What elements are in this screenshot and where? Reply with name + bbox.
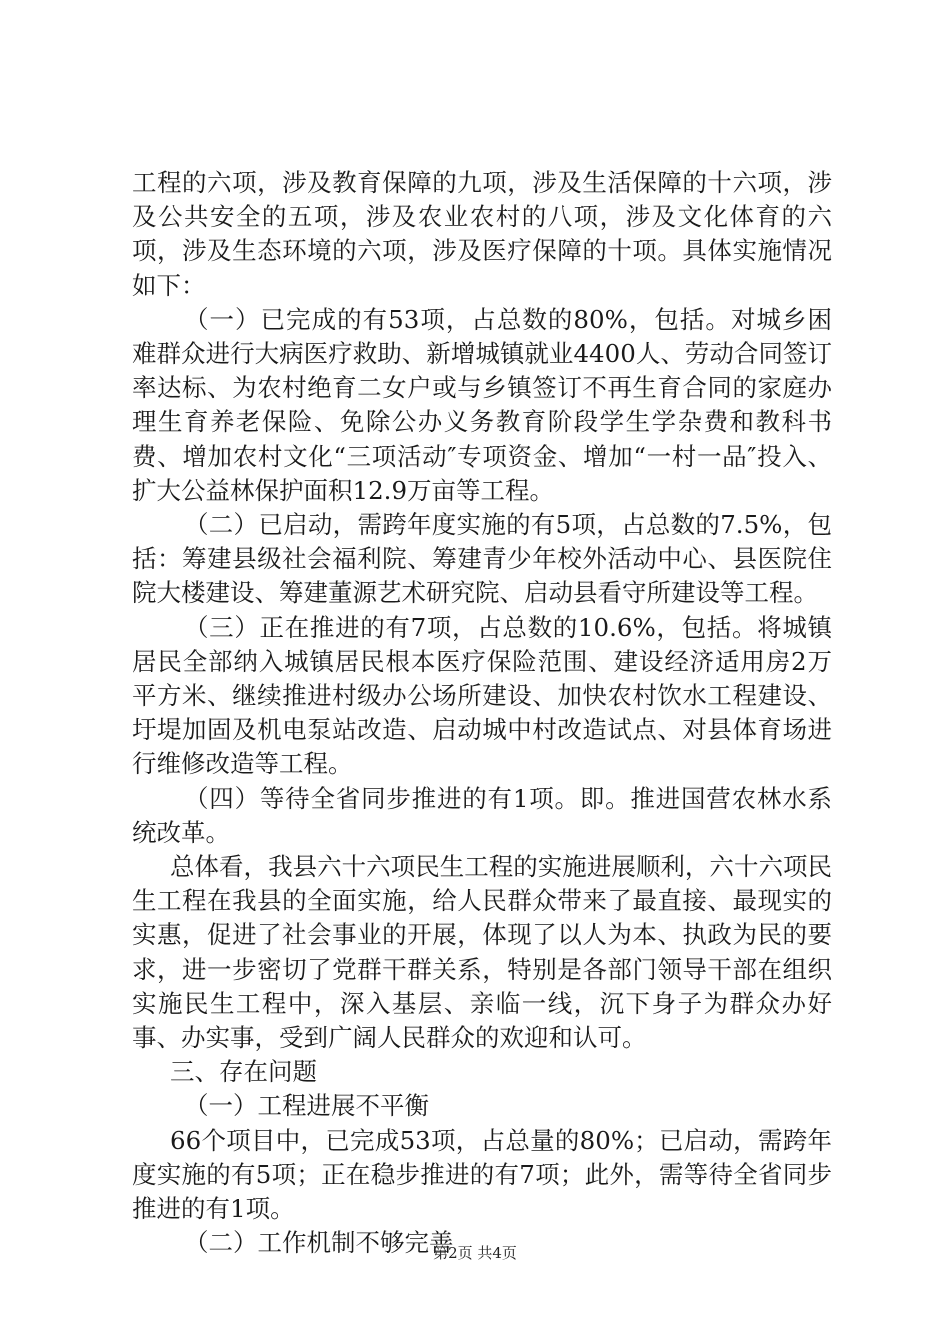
paragraph-project-categories: 工程的六项，涉及教育保障的九项，涉及生活保障的十六项，涉及公共安全的五项，涉及农业农村的八项，涉及文化体育的六项，涉及生态环境的六项，涉及医疗保障的十项。具体实施情况如下： xyxy=(132,168,832,300)
paragraph-in-progress-items: （三）正在推进的有7项，占总数的10.6%，包括。将城镇居民全部纳入城镇居民根本医疗保险范围、建设经济适用房2万平方米、继续推进村级办公场所建设、加快农村饮水工程建设、圩堤加固及机电泵站改造、启动城中村改造试点、对县体育场进行维修改造等工程。 xyxy=(132,612,832,779)
paragraph-progress-stats: 66个项目中，已完成53项，占总量的80%；已启动，需跨年度实施的有5项；正在稳步推进的有7项；此外，需等待全省同步推进的有1项。 xyxy=(132,1125,832,1224)
paragraph-started-items: （二）已启动，需跨年度实施的有5项，占总数的7.5%，包括：筹建县级社会福利院、筹建青少年校外活动中心、县医院住院大楼建设、筹建董源艺术研究院、启动县看守所建设等工程。 xyxy=(132,510,832,608)
subheading-work-mechanism: （二）工作机制不够完善 xyxy=(184,1228,454,1258)
paragraph-overall-summary: 总体看，我县六十六项民生工程的实施进展顺利，六十六项民生工程在我县的全面实施，给人民群众带来了最直接、最现实的实惠，促进了社会事业的开展，体现了以人为本、执政为民的要求，进一步密切了党群干群关系，特别是各部门领导干部在组织实施民生工程中，深入基层、亲临一线，沉下身子为群众办好事、办实事，受到广阔人民群众的欢迎和认可。 xyxy=(132,852,832,1053)
page-number-label: 第2页 共4页 xyxy=(433,1244,517,1262)
page-footer xyxy=(0,1243,950,1263)
subheading-uneven-progress: （一）工程进展不平衡 xyxy=(184,1091,429,1121)
section-heading-problems: 三、存在问题 xyxy=(170,1057,317,1087)
document-body xyxy=(132,166,832,1261)
paragraph-completed-items: （一）已完成的有53项，占总数的80%，包括。对城乡困难群众进行大病医疗救助、新增城镇就业4400人、劳动合同签订率达标、为农村绝育二女户或与乡镇签订不再生育合同的家庭办理生育养老保险、免除公办义务教育阶段学生学杂费和教科书费、增加农村文化“三项活动″专项资金、增加“一村一品″投入、扩大公益林保护面积12.9万亩等工程。 xyxy=(132,304,832,505)
paragraph-pending-items: （四）等待全省同步推进的有1项。即。推进国营农林水系统改革。 xyxy=(132,783,832,847)
